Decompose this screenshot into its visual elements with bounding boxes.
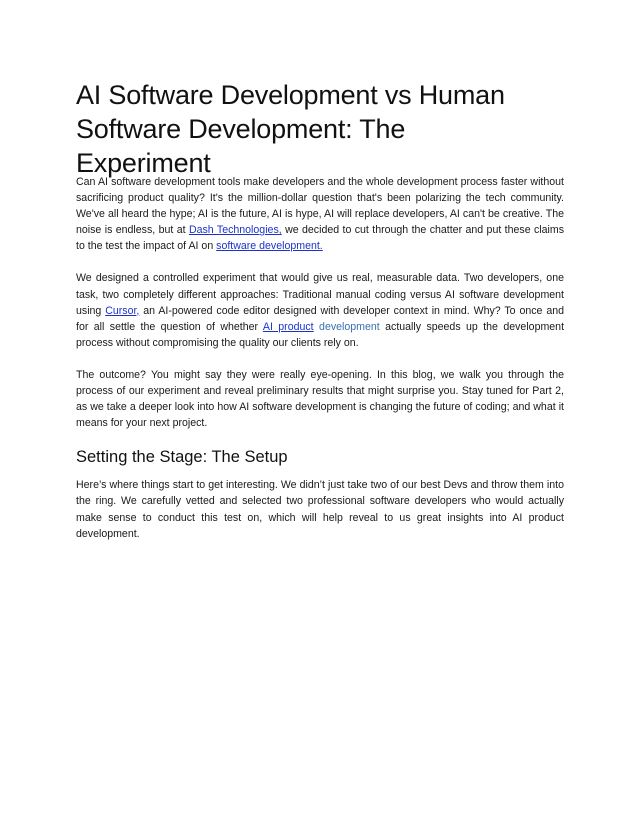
cursor-link[interactable]: Cursor,: [105, 304, 140, 317]
outcome-paragraph: The outcome? You might say they were really eye-opening. In this blog, we walk you through the process of our experiment and reveal preliminary results that might surprise you. Stay tuned for Part 2, as we take a deeper look into how AI software development is changing the future of coding; and what it means for your next project.: [76, 368, 564, 430]
ai-product-link[interactable]: AI product: [262, 320, 314, 333]
title-line-1: AI Software Development vs Human: [76, 80, 505, 110]
experiment-text-1: We designed a controlled experiment that would give us real, measurable data. Two developers, one task, two completely different approaches: Traditional manual coding versus AI software development using: [76, 272, 564, 317]
development-link[interactable]: development: [313, 320, 380, 333]
dash-technologies-link[interactable]: Dash Technologies,: [188, 224, 282, 237]
software-development-link[interactable]: software development.: [216, 240, 323, 253]
section-heading: Setting the Stage: The Setup: [76, 448, 288, 467]
intro-text-1: Can AI software development tools make developers and the whole development process faster without sacrificing product quality? It's the million-dollar question that's been polarizing the tech community. We've all heard the hype; AI is the future, AI is hype, AI will replace developers, AI can't be creative. The noise is endless, but at: [76, 176, 564, 237]
document-page: [76, 0, 564, 542]
experiment-text-3: actually speeds up the development process without compromising the quality our clients rely on.: [76, 320, 565, 349]
experiment-text-2: an AI-powered code editor designed with developer context in mind. Why? To once and for all settle the question of whether: [76, 304, 564, 333]
intro-text-2: we decided to cut through the chatter and put these claims to the test the impact of AI on: [76, 224, 565, 253]
setup-paragraph: Here’s where things start to get interesting. We didn’t just take two of our best Devs and throw them into the ring. We carefully vetted and selected two professional software developers who would actually make sense to conduct this test on, which will help reveal to us great insights into AI product development.: [76, 479, 564, 540]
experiment-paragraph: [76, 270, 564, 350]
title-line-2: Software Development: The: [76, 114, 406, 144]
page-title: [76, 0, 564, 180]
intro-paragraph: [76, 174, 564, 254]
title-line-3: Experiment: [76, 148, 211, 178]
